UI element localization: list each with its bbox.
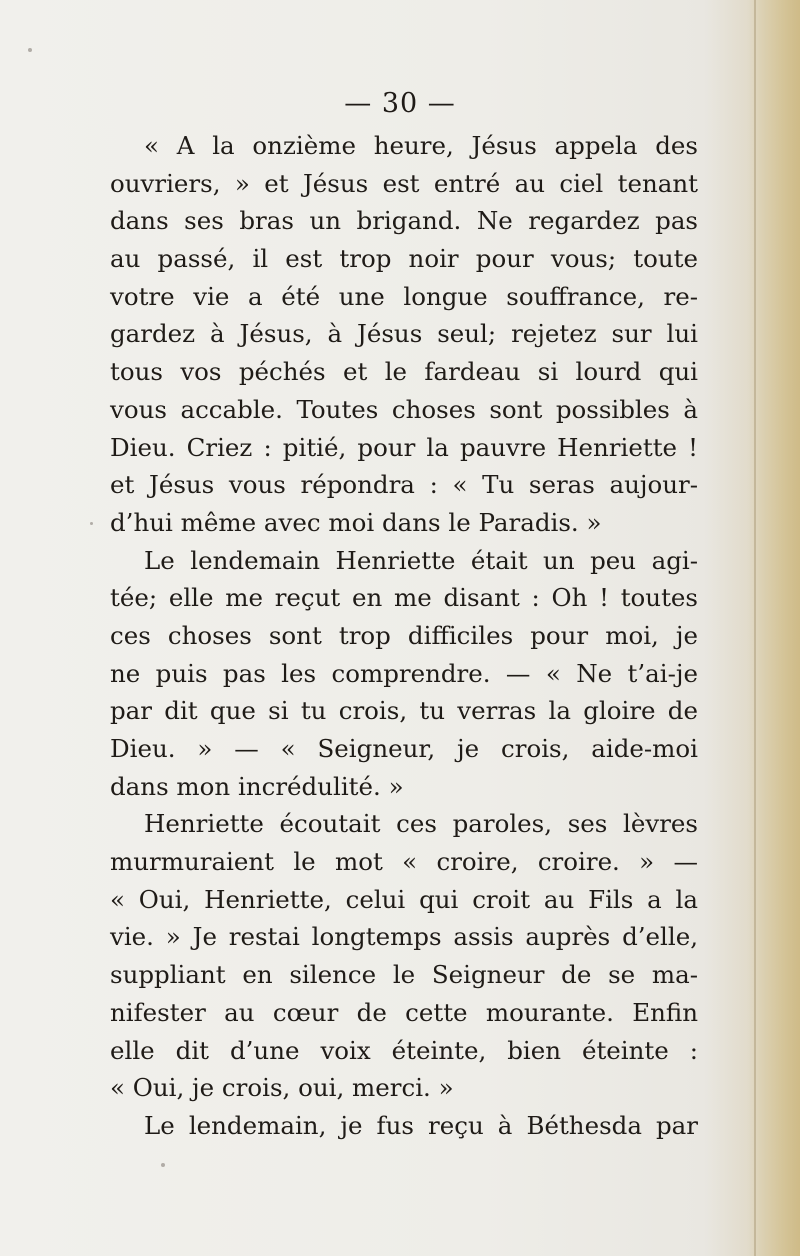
text-line: Dieu. » — « Seigneur, je crois, aide-moi [110,734,698,763]
text-line: tée; elle me reçut en me disant : Oh ! toutes [110,583,698,613]
text-line: tous vos péchés et le fardeau si lourd qui [110,357,698,387]
text-line: vous accable. Toutes choses sont possibles à [110,394,698,424]
text-line: Le lendemain Henriette était un peu agi- [144,545,698,575]
text-line: gardez à Jésus, à Jésus seul; rejetez sur lui [110,319,698,349]
text-line: suppliant en silence le Seigneur de se ma- [110,960,698,990]
text-line: ouvriers, » et Jésus est entré au ciel tenant [110,168,698,198]
text-line: Henriette écoutait ces paroles, ses lèvres [144,809,698,839]
text-line: au passé, il est trop noir pour vous; toute [110,244,698,274]
text-line: d’hui même avec moi dans le Paradis. » [110,507,602,537]
text-line: vie. » Je restai longtemps assis auprès d’elle, [110,922,698,952]
text-line: « Oui, Henriette, celui qui croit au Fils a la [110,884,698,914]
paper-speck [161,1163,165,1167]
text-line: « A la onzième heure, Jésus appela des [144,131,698,160]
text-line: « Oui, je crois, oui, merci. » [110,1073,454,1103]
body-text [110,127,698,1145]
page-number: — 30 — [344,88,456,119]
text-line: ces choses sont trop difficiles pour moi, je [110,620,698,650]
text-line: nifester au cœur de cette mourante. Enfin [110,997,698,1027]
text-line: et Jésus vous répondra : « Tu seras aujour- [110,470,698,500]
text-line: dans mon incrédulité. » [110,771,404,801]
paper-speck [90,522,93,525]
text-line: par dit que si tu crois, tu verras la gloire de [110,696,698,726]
text-line: Dieu. Criez : pitié, pour la pauvre Henriette ! [110,432,698,462]
text-line: dans ses bras un brigand. Ne regardez pas [110,206,698,236]
text-line: Le lendemain, je fus reçu à Béthesda par [144,1110,698,1140]
page-fold-line [754,0,756,1256]
text-line: ne puis pas les comprendre. — « Ne t’ai-je [110,658,698,688]
text-line: murmuraient le mot « croire, croire. » — [110,847,698,877]
text-line: elle dit d’une voix éteinte, bien éteinte : [110,1035,698,1065]
paper-speck [28,48,32,52]
text-line: votre vie a été une longue souffrance, re- [110,281,698,311]
